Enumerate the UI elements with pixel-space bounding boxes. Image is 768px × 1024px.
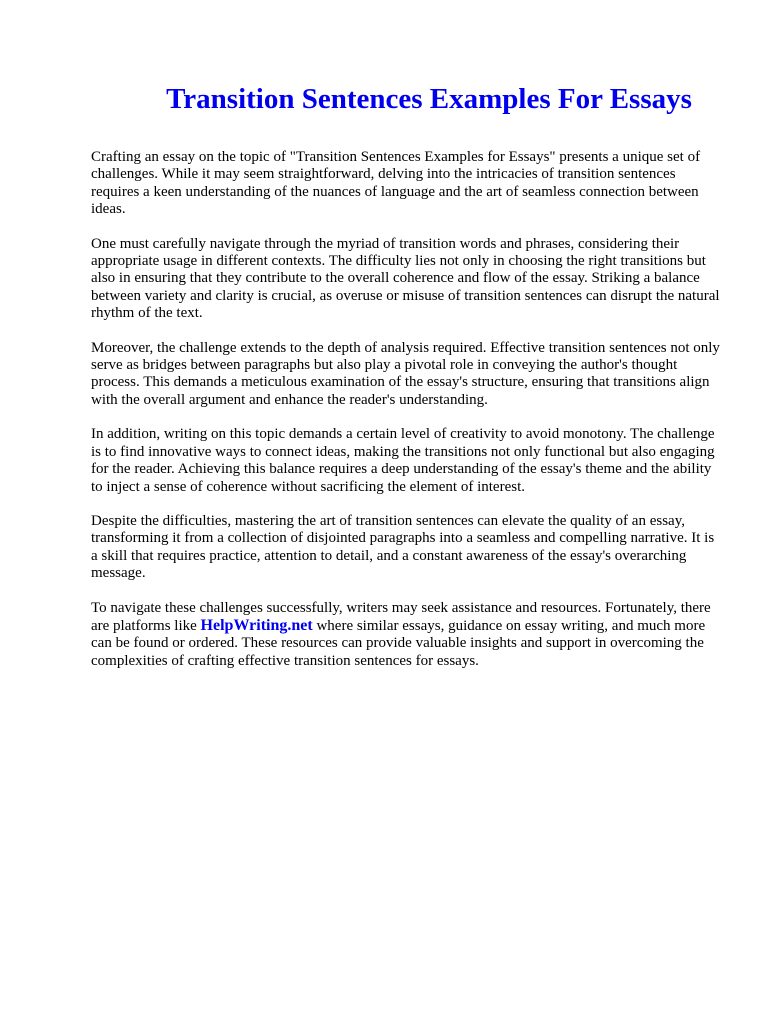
paragraph-6-text-before-link: To navigate these challenges successfully, writers may seek assistance and resources. Fortunately, there are platforms like — [91, 599, 711, 634]
paragraph-6 — [91, 600, 722, 671]
helpwriting-link[interactable]: HelpWriting.net — [200, 616, 313, 634]
paragraph-5: Despite the difficulties, mastering the art of transition sentences can elevate the quality of an essay, transforming it from a collection of disjointed paragraphs into a seamless and compelling narrative. It is a skill that requires practice, attention to detail, and a constant awareness of the essay's overarching message. — [91, 512, 715, 582]
paragraph-2: One must carefully navigate through the myriad of transition words and phrases, considering their appropriate usage in different contexts. The difficulty lies not only in choosing the right transitions but also in ensuring that they contribute to the overall coherence and flow of the essay. Striking a balance between variety and clarity is crucial, as overuse or misuse of transition sentences can disrupt the natural rhythm of the text. — [91, 235, 720, 322]
paragraph-3: Moreover, the challenge extends to the depth of analysis required. Effective transition sentences not only serve as bridges between paragraphs but also play a pivotal role in conveying the author's thought process. This demands a meticulous examination of the essay's structure, ensuring that transitions align with the overall argument and enhance the reader's understanding. — [91, 339, 720, 408]
page-title: Transition Sentences Examples For Essays — [166, 83, 692, 115]
paragraph-4: In addition, writing on this topic demands a certain level of creativity to avoid monotony. The challenge is to find innovative ways to connect ideas, making the transitions not only functional but also engaging for the reader. Achieving this balance requires a deep understanding of the essay's theme and the ability to inject a sense of coherence without sacrificing the element of interest. — [91, 426, 715, 495]
paragraph-1: Crafting an essay on the topic of "Transition Sentences Examples for Essays" presents a unique set of challenges. While it may seem straightforward, delving into the intricacies of transition sentences requires a keen understanding of the nuances of language and the art of seamless connection between ideas. — [91, 149, 701, 218]
paragraph-6-text-after-link: where similar essays, guidance on essay writing, and much more can be found or ordered. These resources can provide valuable insights and support in overcoming the complexities of crafting effective transition sentences for essays. — [91, 617, 706, 669]
